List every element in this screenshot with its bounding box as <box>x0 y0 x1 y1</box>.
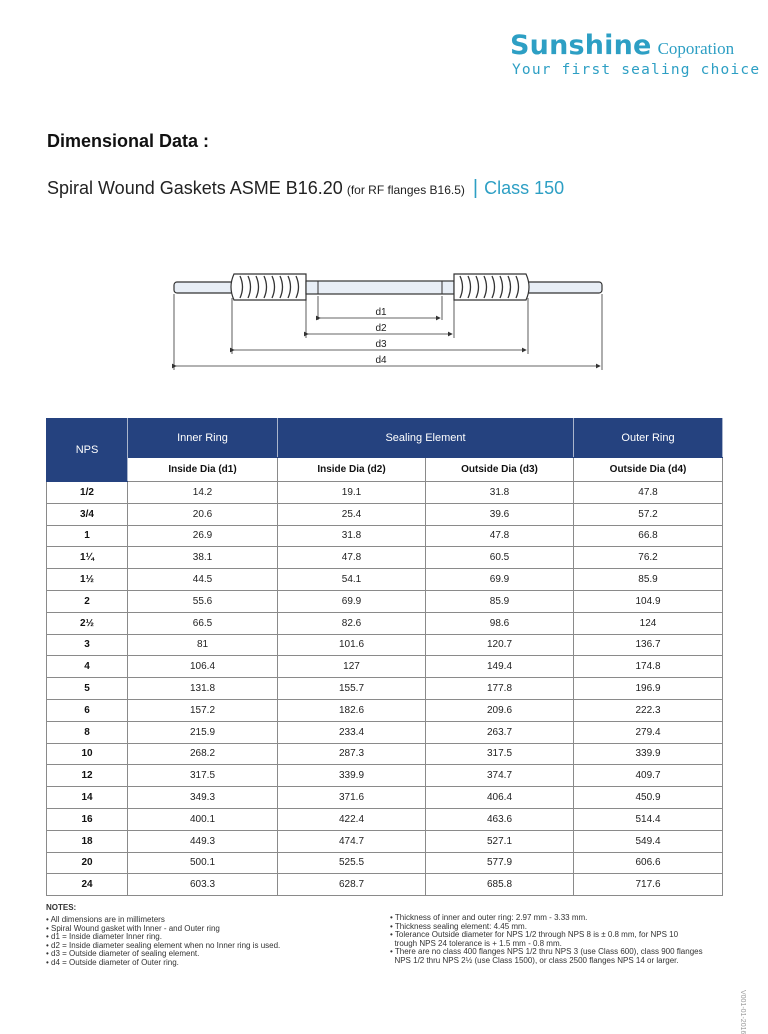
inner-ring <box>306 281 454 294</box>
dimension-cell: 222.3 <box>574 699 723 721</box>
subtitle-note: (for RF flanges B16.5) <box>346 183 465 197</box>
table-row <box>47 634 723 656</box>
dimension-cell: 47.8 <box>426 525 574 547</box>
dimension-cell: 124 <box>574 612 723 634</box>
dimension-cell: 85.9 <box>574 569 723 591</box>
dimension-cell: 31.8 <box>278 525 426 547</box>
dimension-cell: 263.7 <box>426 721 574 743</box>
dimension-cell: 606.6 <box>574 852 723 874</box>
dimension-cell: 279.4 <box>574 721 723 743</box>
table-row <box>47 547 723 569</box>
table-row <box>47 590 723 612</box>
dimension-cell: 44.5 <box>128 569 278 591</box>
table-row <box>47 525 723 547</box>
dimension-cell: 55.6 <box>128 590 278 612</box>
dimension-cell: 120.7 <box>426 634 574 656</box>
dimension-cell: 136.7 <box>574 634 723 656</box>
nps-cell: 1 <box>47 525 128 547</box>
table-row <box>47 678 723 700</box>
dimension-cell: 525.5 <box>278 852 426 874</box>
dimension-cell: 98.6 <box>426 612 574 634</box>
dimension-cell: 500.1 <box>128 852 278 874</box>
note-line: NPS 1/2 thru NPS 2½ (use Class 1500), or class 2500 flanges NPS 14 or larger. <box>390 955 679 965</box>
table-row <box>47 569 723 591</box>
subheader-d1: Inside Dia (d1) <box>128 458 278 482</box>
nps-cell: 1/2 <box>47 482 128 504</box>
brand-corp: Coporation <box>657 39 735 58</box>
dimension-cell: 209.6 <box>426 699 574 721</box>
note-line: • d4 = Outside diameter of Outer ring. <box>46 957 179 967</box>
document-id: V001-01-2016 <box>739 990 746 1034</box>
nps-cell: 4 <box>47 656 128 678</box>
dimension-cell: 317.5 <box>128 765 278 787</box>
dimension-cell: 19.1 <box>278 482 426 504</box>
dimension-cell: 577.9 <box>426 852 574 874</box>
dimension-cell: 149.4 <box>426 656 574 678</box>
dimension-cell: 474.7 <box>278 830 426 852</box>
dimension-cell: 371.6 <box>278 787 426 809</box>
dimension-cell: 66.5 <box>128 612 278 634</box>
section-title: Dimensional Data : <box>47 131 210 151</box>
brand-tagline: Your first sealing choice <box>512 62 761 78</box>
header-inner-ring: Inner Ring <box>128 419 278 458</box>
dimension-cell: 82.6 <box>278 612 426 634</box>
label-d2: d2 <box>375 323 387 334</box>
dimension-cell: 177.8 <box>426 678 574 700</box>
nps-cell: 1½ <box>47 569 128 591</box>
table-row <box>47 787 723 809</box>
nps-cell: 2 <box>47 590 128 612</box>
dimension-cell: 85.9 <box>426 590 574 612</box>
note-line: trough NPS 24 tolerance is + 1.5 mm - 0.8 mm. <box>390 938 562 948</box>
label-d4: d4 <box>375 355 387 366</box>
dimension-cell: 131.8 <box>128 678 278 700</box>
dimension-cell: 603.3 <box>128 874 278 896</box>
dimension-cell: 685.8 <box>426 874 574 896</box>
dimension-cell: 39.6 <box>426 503 574 525</box>
dimension-cell: 47.8 <box>574 482 723 504</box>
sealing-element-right <box>454 274 529 300</box>
dimension-cell: 463.6 <box>426 808 574 830</box>
table-row <box>47 765 723 787</box>
dimension-cell: 449.3 <box>128 830 278 852</box>
subtitle-main: Spiral Wound Gaskets ASME B16.20 <box>47 178 343 198</box>
notes-left <box>46 916 386 968</box>
dimension-cell: 127 <box>278 656 426 678</box>
dimension-cell: 69.9 <box>426 569 574 591</box>
notes <box>46 903 703 967</box>
dimension-cell: 717.6 <box>574 874 723 896</box>
header-nps: NPS <box>47 419 128 482</box>
dimension-cell: 25.4 <box>278 503 426 525</box>
dimension-cell: 31.8 <box>426 482 574 504</box>
dimension-cell: 14.2 <box>128 482 278 504</box>
nps-cell: 3/4 <box>47 503 128 525</box>
table-row <box>47 808 723 830</box>
nps-cell: 16 <box>47 808 128 830</box>
note-line: • Thickness sealing element: 4.45 mm. <box>390 921 527 931</box>
dimension-cell: 628.7 <box>278 874 426 896</box>
nps-cell: 10 <box>47 743 128 765</box>
dimension-cell: 101.6 <box>278 634 426 656</box>
nps-cell: 8 <box>47 721 128 743</box>
dimension-cell: 527.1 <box>426 830 574 852</box>
gasket-diagram <box>170 268 610 378</box>
table-row <box>47 874 723 896</box>
note-line: • There are no class 400 flanges NPS 1/2 thru NPS 3 (use Class 600), class 900 flanges <box>390 947 703 957</box>
table-body <box>47 482 723 896</box>
dimension-cell: 155.7 <box>278 678 426 700</box>
dimension-cell: 349.3 <box>128 787 278 809</box>
brand-name: Sunshine <box>510 30 652 61</box>
dimension-cell: 406.4 <box>426 787 574 809</box>
dimension-cell: 60.5 <box>426 547 574 569</box>
note-line: • All dimensions are in millimeters <box>46 915 165 924</box>
nps-cell: 2½ <box>47 612 128 634</box>
dimension-cell: 233.4 <box>278 721 426 743</box>
nps-cell: 18 <box>47 830 128 852</box>
dimension-cell: 549.4 <box>574 830 723 852</box>
note-line: • Tolerance Outside diameter for NPS 1/2 through NPS 8 is ± 0.8 mm, for NPS 10 <box>390 930 679 940</box>
dimension-cell: 400.1 <box>128 808 278 830</box>
dimension-cell: 20.6 <box>128 503 278 525</box>
dimension-cell: 339.9 <box>278 765 426 787</box>
table-row <box>47 482 723 504</box>
dimension-cell: 38.1 <box>128 547 278 569</box>
table-row <box>47 612 723 634</box>
nps-cell: 14 <box>47 787 128 809</box>
dimension-cell: 339.9 <box>574 743 723 765</box>
dimension-cell: 106.4 <box>128 656 278 678</box>
dimension-cell: 514.4 <box>574 808 723 830</box>
header-outer-ring: Outer Ring <box>574 419 723 458</box>
nps-cell: 5 <box>47 678 128 700</box>
notes-title: NOTES: <box>46 903 77 912</box>
dimension-cell: 268.2 <box>128 743 278 765</box>
notes-right <box>390 914 730 966</box>
table-row <box>47 743 723 765</box>
dimension-cell: 47.8 <box>278 547 426 569</box>
nps-cell: 20 <box>47 852 128 874</box>
dimension-cell: 215.9 <box>128 721 278 743</box>
table-row <box>47 503 723 525</box>
table-row <box>47 852 723 874</box>
nps-cell: 6 <box>47 699 128 721</box>
table-row <box>47 656 723 678</box>
nps-cell: 24 <box>47 874 128 896</box>
dimension-cell: 81 <box>128 634 278 656</box>
subtitle-separator: | <box>472 177 479 199</box>
dimension-cell: 182.6 <box>278 699 426 721</box>
dimension-cell: 287.3 <box>278 743 426 765</box>
subheader-d3: Outside Dia (d3) <box>426 458 574 482</box>
subheader-d4: Outside Dia (d4) <box>574 458 723 482</box>
dimension-cell: 54.1 <box>278 569 426 591</box>
header-sealing-element: Sealing Element <box>278 419 574 458</box>
label-d1: d1 <box>375 307 387 318</box>
label-d3: d3 <box>375 339 387 350</box>
note-line: • d3 = Outside diameter of sealing element. <box>46 949 200 959</box>
subtitle <box>47 177 564 200</box>
note-line: • Spiral Wound gasket with Inner - and Outer ring <box>46 923 220 933</box>
sealing-element-left <box>231 274 306 300</box>
dimension-cell: 374.7 <box>426 765 574 787</box>
table-row <box>47 830 723 852</box>
dimension-cell: 317.5 <box>426 743 574 765</box>
nps-cell: 3 <box>47 634 128 656</box>
dimension-cell: 409.7 <box>574 765 723 787</box>
dimension-cell: 450.9 <box>574 787 723 809</box>
dimension-cell: 76.2 <box>574 547 723 569</box>
subheader-d2: Inside Dia (d2) <box>278 458 426 482</box>
dimension-cell: 69.9 <box>278 590 426 612</box>
table-row <box>47 721 723 743</box>
table-row <box>47 699 723 721</box>
dimension-cell: 174.8 <box>574 656 723 678</box>
dimension-cell: 422.4 <box>278 808 426 830</box>
dimension-cell: 26.9 <box>128 525 278 547</box>
note-line: • Thickness of inner and outer ring: 2.97 mm - 3.33 mm. <box>390 913 588 922</box>
note-line: • d1 = Inside diameter Inner ring. <box>46 932 162 942</box>
brand-logo <box>510 30 734 61</box>
nps-cell: 12 <box>47 765 128 787</box>
dimension-cell: 66.8 <box>574 525 723 547</box>
class-label: Class 150 <box>484 178 565 198</box>
dimension-cell: 104.9 <box>574 590 723 612</box>
nps-cell: 1¼ <box>47 547 128 569</box>
note-line: • d2 = Inside diameter sealing element when no Inner ring is used. <box>46 940 281 950</box>
dimension-cell: 57.2 <box>574 503 723 525</box>
dimensions-table <box>46 418 723 896</box>
dimension-cell: 157.2 <box>128 699 278 721</box>
dimension-cell: 196.9 <box>574 678 723 700</box>
